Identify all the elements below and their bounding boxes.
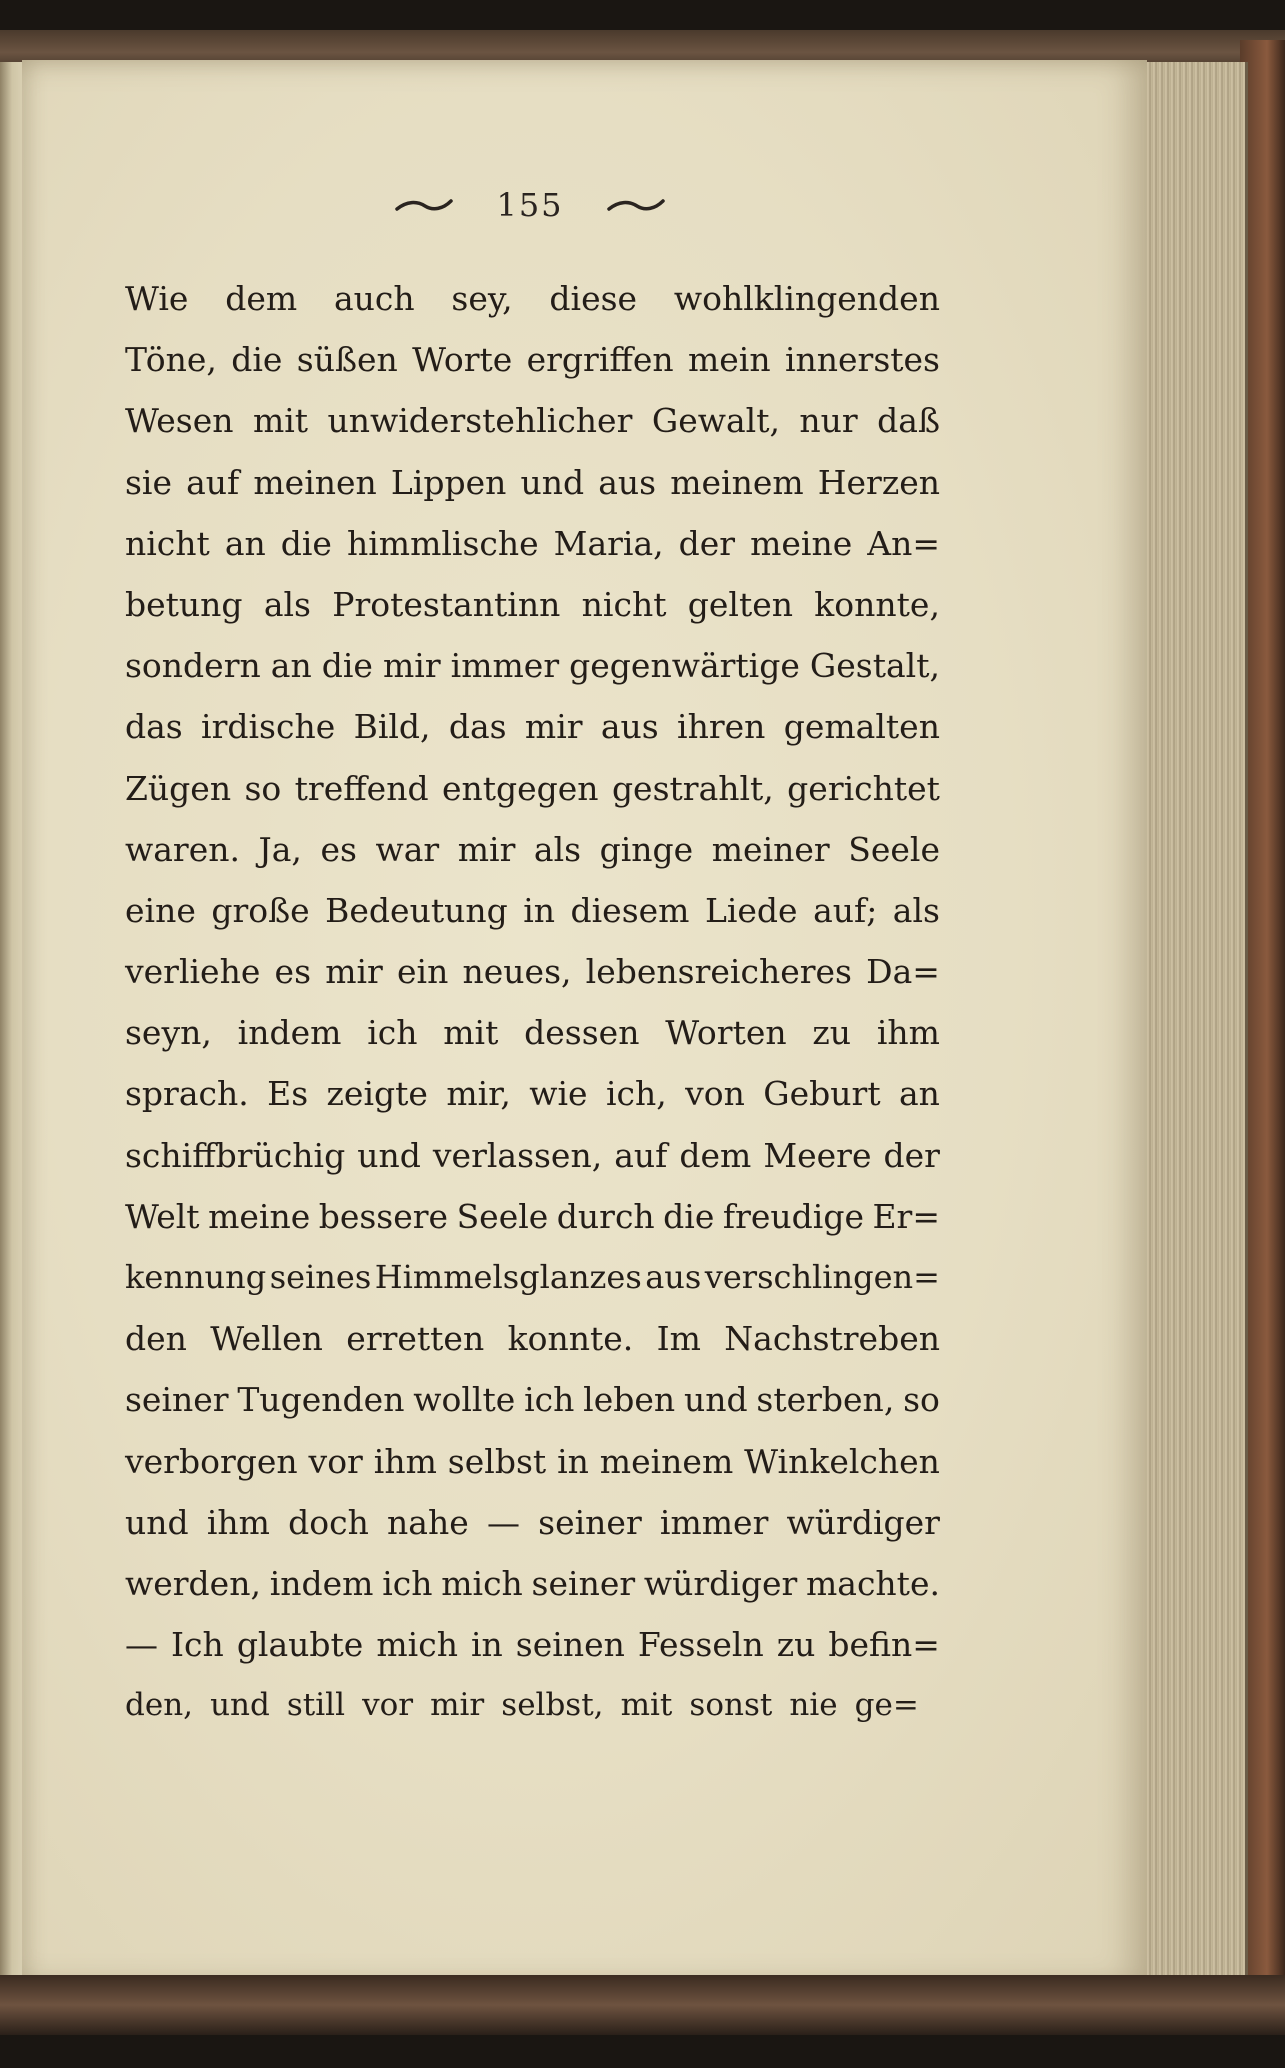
word: würdiger xyxy=(643,1563,798,1603)
word: war xyxy=(375,829,440,869)
word: Protestantinn xyxy=(332,584,561,624)
word: indem xyxy=(269,1563,374,1603)
page-edges xyxy=(1140,62,1248,1987)
word: und xyxy=(520,462,585,502)
text-line xyxy=(125,452,940,513)
word: meine xyxy=(208,1196,311,1236)
word: meiner xyxy=(711,829,830,869)
word: die xyxy=(321,646,373,686)
word: ich xyxy=(382,1563,433,1603)
word: konnte, xyxy=(814,584,940,624)
word: es xyxy=(274,952,312,992)
word: an xyxy=(898,1074,940,1114)
word: werden, xyxy=(125,1563,261,1603)
word: diese xyxy=(549,279,638,318)
word: seiner xyxy=(538,1502,642,1542)
word: treffend xyxy=(294,768,429,808)
word: ihm xyxy=(206,1502,270,1542)
word: verliehe xyxy=(125,952,261,992)
word: gestrahlt, xyxy=(611,768,774,808)
word: auch xyxy=(333,279,415,318)
word: auf; xyxy=(813,890,878,930)
word: vor xyxy=(362,1687,414,1724)
text-line xyxy=(125,1002,940,1063)
word: zu xyxy=(776,1625,816,1665)
word: als xyxy=(263,584,311,624)
word: der xyxy=(883,1135,940,1175)
word: neues, xyxy=(462,952,572,992)
word: still xyxy=(286,1687,346,1724)
text-line xyxy=(125,696,940,757)
word: verschlingen= xyxy=(704,1258,940,1296)
word: mich xyxy=(441,1563,523,1603)
word: große xyxy=(211,890,310,930)
word: den, xyxy=(125,1687,194,1724)
text-line xyxy=(125,941,940,1002)
word: aus xyxy=(645,1258,702,1296)
word: daß xyxy=(877,401,940,441)
text-line xyxy=(125,1614,940,1675)
word: es xyxy=(320,829,357,869)
word: Bild, xyxy=(353,707,431,747)
word: innerstes xyxy=(784,340,940,380)
word: ihm xyxy=(876,1013,940,1053)
word: irdische xyxy=(201,707,336,747)
word: süßen xyxy=(296,340,398,380)
word: die xyxy=(231,340,283,380)
text-line xyxy=(125,1675,940,1736)
word: auf xyxy=(186,462,240,502)
word: in xyxy=(523,890,556,930)
word: das xyxy=(448,707,507,747)
word: Geburt xyxy=(763,1074,881,1114)
text-line xyxy=(125,819,940,880)
word: ergriffen xyxy=(526,340,674,380)
word: — xyxy=(486,1502,520,1542)
word: mir xyxy=(524,707,583,747)
word: meine xyxy=(750,523,853,563)
word: entgegen xyxy=(441,768,599,808)
word: glaubte xyxy=(236,1625,364,1665)
word: meinem xyxy=(670,462,804,502)
word: sprach. xyxy=(125,1074,249,1114)
word: Bedeutung xyxy=(325,890,508,930)
text-line xyxy=(125,329,940,390)
word: verborgen xyxy=(125,1441,298,1481)
word: ich xyxy=(367,1013,418,1053)
word: immer xyxy=(659,1502,769,1542)
word: Meere xyxy=(763,1135,872,1175)
word: Herzen xyxy=(817,462,940,502)
word: konnte. xyxy=(507,1319,634,1359)
word: freudige xyxy=(722,1196,864,1236)
word: auf xyxy=(614,1135,668,1175)
word: — xyxy=(125,1625,158,1665)
word: gelten xyxy=(687,584,794,624)
word: mir xyxy=(383,646,441,686)
word: ge= xyxy=(854,1687,919,1724)
word: Tugenden xyxy=(237,1380,405,1420)
word: mir xyxy=(430,1687,485,1724)
word: nur xyxy=(799,401,858,441)
word: aus xyxy=(600,707,659,747)
word: bessere xyxy=(318,1196,449,1236)
word: Es xyxy=(267,1074,309,1114)
word: vor xyxy=(308,1441,363,1481)
word: ihren xyxy=(677,707,766,747)
word: nahe xyxy=(387,1502,469,1542)
word: Er= xyxy=(872,1196,940,1236)
swash-ornament-icon xyxy=(395,197,453,213)
page-header xyxy=(395,180,665,230)
book-cover-bottom xyxy=(0,1975,1285,2035)
word: sonst xyxy=(689,1687,773,1724)
word: Seele xyxy=(848,829,940,869)
word: mich xyxy=(376,1625,458,1665)
word: Da= xyxy=(866,952,940,992)
word: ginge xyxy=(599,829,694,869)
word: himmlische xyxy=(346,523,539,563)
word: eine xyxy=(125,890,196,930)
word: in xyxy=(557,1441,589,1481)
word: wollte xyxy=(413,1380,516,1420)
word: gegenwärtige xyxy=(569,646,800,686)
word: dem xyxy=(679,1135,752,1175)
word: nicht xyxy=(125,523,210,563)
word: meinem xyxy=(599,1441,734,1481)
word: und xyxy=(125,1502,189,1542)
text-line xyxy=(125,1247,940,1308)
word: seiner xyxy=(125,1380,229,1420)
text-line xyxy=(125,390,940,451)
word: Im xyxy=(656,1319,701,1359)
word: Wesen xyxy=(125,401,234,441)
text-line xyxy=(125,635,940,696)
word: mein xyxy=(687,340,771,380)
word: erretten xyxy=(346,1319,485,1359)
word: betung xyxy=(125,584,243,624)
word: mit xyxy=(620,1687,673,1724)
word: mir xyxy=(325,952,383,992)
word: seiner xyxy=(531,1563,636,1603)
word: ich, xyxy=(605,1074,667,1114)
word: von xyxy=(685,1074,745,1114)
word: Seele xyxy=(456,1196,549,1236)
word: indem xyxy=(237,1013,342,1053)
word: Lippen xyxy=(390,462,507,502)
word: Nachstreben xyxy=(724,1319,940,1359)
word: meinen xyxy=(253,462,377,502)
word: schiffbrüchig xyxy=(125,1135,346,1175)
text-line xyxy=(125,758,940,819)
text-line xyxy=(125,1125,940,1186)
word: mit xyxy=(443,1013,499,1053)
word: ich xyxy=(524,1380,575,1420)
word: befin= xyxy=(828,1625,940,1665)
word: wohlklingenden xyxy=(673,279,940,318)
word: in xyxy=(470,1625,503,1665)
text-line xyxy=(125,1553,940,1614)
word: Fesseln xyxy=(637,1625,764,1665)
word: zu xyxy=(812,1013,852,1053)
word: Gewalt, xyxy=(651,401,780,441)
word: Himmelsglanzes xyxy=(374,1258,642,1296)
word: Zügen xyxy=(125,768,232,808)
word: verlassen, xyxy=(432,1135,603,1175)
word: gemalten xyxy=(783,707,940,747)
word: selbst xyxy=(447,1441,547,1481)
word: Welt xyxy=(125,1196,200,1236)
word: aus xyxy=(598,462,657,502)
body-text xyxy=(125,268,940,1737)
word: Worten xyxy=(665,1013,787,1053)
word: gerichtet xyxy=(787,768,940,808)
word: wie xyxy=(529,1074,588,1114)
word: durch xyxy=(556,1196,655,1236)
word: so xyxy=(903,1380,940,1420)
word: sey, xyxy=(451,279,513,318)
text-line xyxy=(125,1308,940,1369)
word: der xyxy=(678,523,736,563)
word: mir, xyxy=(446,1074,511,1114)
swash-ornament-icon xyxy=(607,197,665,213)
word: nie xyxy=(789,1687,838,1724)
word: mit xyxy=(252,401,309,441)
word: machte. xyxy=(805,1563,940,1603)
word: Töne, xyxy=(125,340,217,380)
word: und xyxy=(357,1135,421,1175)
word: an xyxy=(224,523,266,563)
word: An= xyxy=(867,523,940,563)
word: Ja, xyxy=(258,829,302,869)
text-line xyxy=(125,880,940,941)
word: als xyxy=(533,829,582,869)
text-line xyxy=(125,1369,940,1430)
word: würdiger xyxy=(786,1502,940,1542)
word: dem xyxy=(225,279,298,318)
word: sie xyxy=(125,462,173,502)
word: diesem xyxy=(570,890,690,930)
text-line xyxy=(125,1492,940,1553)
word: so xyxy=(244,768,282,808)
word: mir xyxy=(457,829,516,869)
word: selbst, xyxy=(501,1687,604,1724)
text-line xyxy=(125,574,940,635)
word: zeigte xyxy=(326,1074,428,1114)
word: ein xyxy=(396,952,449,992)
word: seinen xyxy=(515,1625,625,1665)
page-number: 155 xyxy=(496,186,564,224)
word: und xyxy=(683,1380,748,1420)
word: Winkelchen xyxy=(744,1441,940,1481)
word: immer xyxy=(450,646,560,686)
text-line xyxy=(125,513,940,574)
text-line xyxy=(125,1431,940,1492)
word: sondern xyxy=(125,646,261,686)
word: als xyxy=(892,890,940,930)
word: Liede xyxy=(704,890,798,930)
word: Worte xyxy=(412,340,513,380)
text-line xyxy=(125,268,940,329)
word: Gestalt, xyxy=(809,646,940,686)
word: sterben, xyxy=(756,1380,895,1420)
word: das xyxy=(125,707,183,747)
word: seines xyxy=(269,1258,372,1296)
word: unwiderstehlicher xyxy=(327,401,633,441)
word: die xyxy=(280,523,332,563)
word: den xyxy=(125,1319,187,1359)
word: kennung xyxy=(125,1258,267,1296)
text-line xyxy=(125,1186,940,1247)
word: waren. xyxy=(125,829,240,869)
word: leben xyxy=(583,1380,676,1420)
word: an xyxy=(270,646,312,686)
word: Ich xyxy=(171,1625,224,1665)
word: nicht xyxy=(581,584,667,624)
word: die xyxy=(663,1196,715,1236)
word: Maria, xyxy=(553,523,664,563)
word: und xyxy=(210,1687,270,1724)
word: Wellen xyxy=(210,1319,323,1359)
word: doch xyxy=(288,1502,369,1542)
word: dessen xyxy=(524,1013,640,1053)
word: Wie xyxy=(125,279,189,318)
word: ihm xyxy=(373,1441,437,1481)
word: seyn, xyxy=(125,1013,212,1053)
word: lebensreicheres xyxy=(585,952,852,992)
text-line xyxy=(125,1063,940,1124)
